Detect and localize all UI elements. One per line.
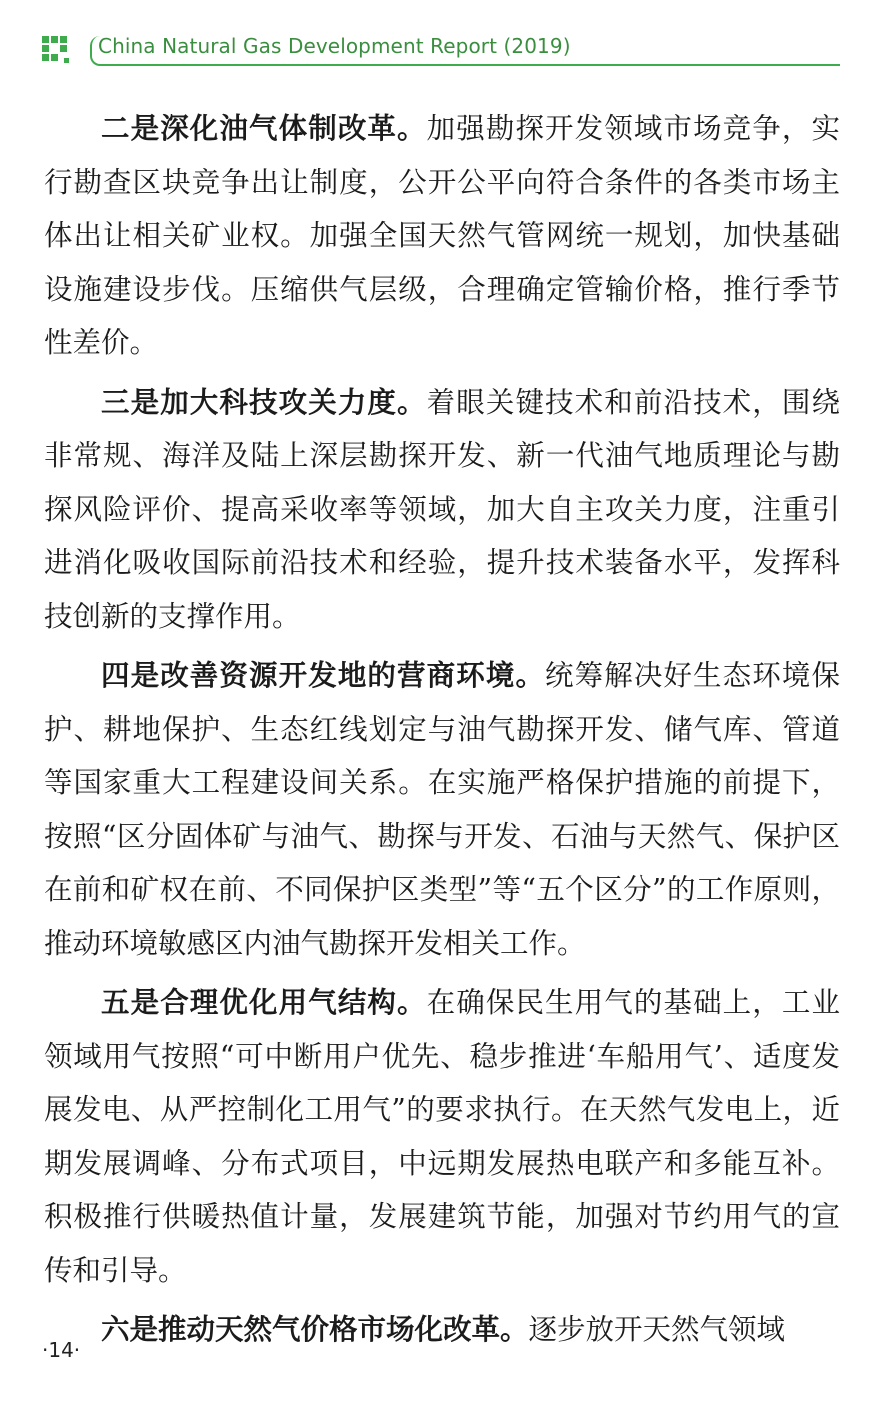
document-body — [44, 102, 840, 1363]
paragraph-body: 逐步放开天然气领域 — [528, 1313, 786, 1346]
paragraph-body: 加强勘探开发领域市场竞争，实行勘查区块竞争出让制度，公开公平向符合条件的各类市场主体出让相关矿业权。加强全国天然气管网统一规划，加快基础设施建设步伐。压缩供气层级，合理确定管输价格，推行季节性差价。 — [44, 112, 840, 359]
paragraph — [44, 102, 840, 370]
paragraph-body: 在确保民生用气的基础上，工业领域用气按照“可中断用户优先、稳步推进‘车船用气’、适度发展发电、从严控制化工用气”的要求执行。在天然气发电上，近期发展调峰、分布式项目，中远期发展热电联产和多能互补。积极推行供暖热值计量，发展建筑节能，加强对节约用气的宣传和引导。 — [44, 986, 840, 1287]
paragraph — [44, 376, 840, 644]
paragraph-body: 着眼关键技术和前沿技术，围绕非常规、海洋及陆上深层勘探开发、新一代油气地质理论与勘探风险评价、提高采收率等领域，加大自主攻关力度，注重引进消化吸收国际前沿技术和经验，提升技术装备水平，发挥科技创新的支撑作用。 — [44, 385, 840, 633]
paragraph — [44, 976, 840, 1297]
page-number: ·14· — [42, 1338, 81, 1362]
paragraph-body: 统筹解决好生态环境保护、耕地保护、生态红线划定与油气勘探开发、储气库、管道等国家重大工程建设间关系。在实施严格保护措施的前提下，按照“区分固体矿与油气、勘探与开发、石油与天然气、保护区在前和矿权在前、不同保护区类型”等“五个区分”的工作原则，推动环境敏感区内油气勘探开发相关工作。 — [44, 659, 840, 960]
paragraph — [44, 649, 840, 970]
paragraph — [44, 1303, 840, 1357]
report-logo-icon — [42, 36, 72, 66]
paragraph-lead: 六是推动天然气价格市场化改革。 — [101, 1313, 529, 1346]
paragraph-lead: 二是深化油气体制改革。 — [101, 112, 427, 145]
header-title: China Natural Gas Development Report (2019) — [98, 34, 571, 58]
paragraph-lead: 三是加大科技攻关力度。 — [101, 385, 427, 419]
page-header — [42, 32, 840, 72]
paragraph-lead: 五是合理优化用气结构。 — [101, 986, 427, 1019]
paragraph-lead: 四是改善资源开发地的营商环境。 — [101, 659, 546, 692]
